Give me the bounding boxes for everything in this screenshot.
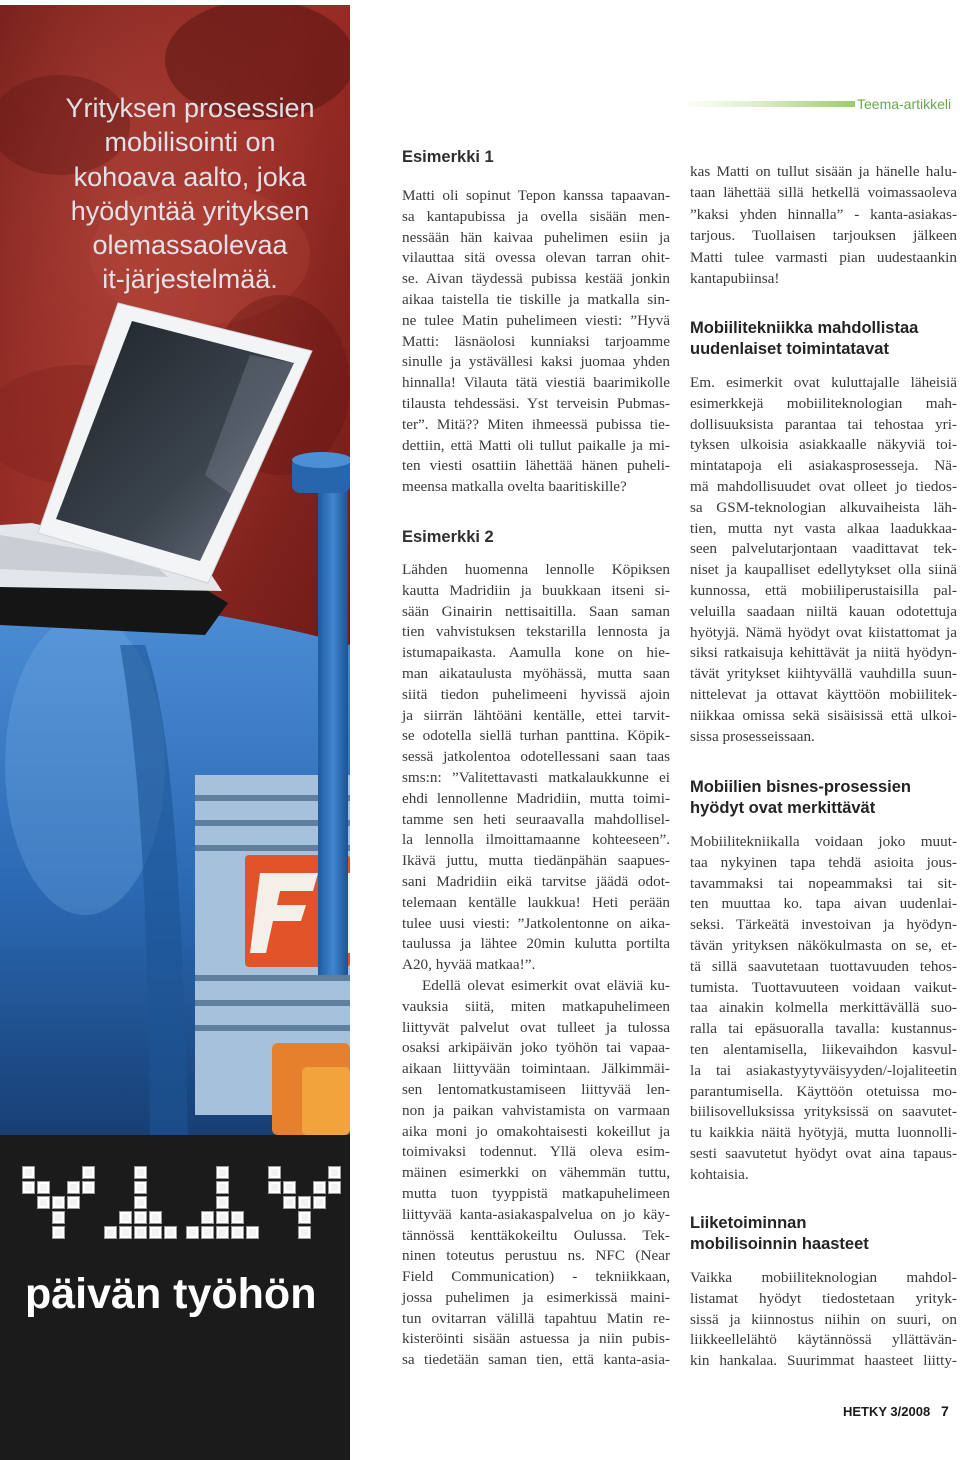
text-line: ralla tai epäsuoralla tavalla: kustannus-	[690, 1020, 957, 1038]
pixel-tile	[22, 1166, 35, 1179]
text-line: kunnossa, että mobiiliperustaisilla pal-	[690, 581, 957, 599]
heading-line: Yrityksen prosessien	[65, 93, 315, 123]
heading-line: hyödyntää yrityksen	[70, 195, 310, 226]
text-line: aikaan liittyvään toimintaan. Jälkimmäi-	[402, 1060, 670, 1078]
text-line: tun ovitarran välillä tapahtuu Matin re-	[402, 1309, 670, 1327]
text-line: ehdi lennollenne Madridiin, mutta toimi-	[402, 789, 670, 807]
paragraph	[690, 161, 957, 289]
text-line: sa kantapubissa ja ovella sisään men-	[402, 207, 670, 225]
pixel-glyph	[104, 1166, 179, 1241]
text-line: taulussa ja lähtee 20min kulutta portilta	[402, 935, 670, 953]
text-line: biilisovelluksissa yrityksissä on saavutet-	[690, 1103, 957, 1121]
pixel-tile	[298, 1226, 311, 1239]
text-line: mutta tuon tyyppistä matkapuhelimeen	[402, 1184, 670, 1202]
example-2-heading	[402, 527, 670, 548]
pixel-tile	[216, 1166, 229, 1179]
text-line: sissä ja kiinnostus niihin on suuri, on	[690, 1310, 957, 1328]
text-line: sesti saavutetut hyödyt ovat aina tapaus-	[690, 1144, 957, 1162]
pixel-tile	[164, 1226, 177, 1239]
pixel-tile	[283, 1196, 296, 1209]
text-line: man aikataulusta myöhässä, mutta saan	[402, 664, 670, 682]
text-line: veluilla saadaan niiltä kauan odotettuja	[690, 602, 957, 620]
grille-slat	[195, 1000, 350, 1006]
text-line: kantapubiinsa!	[690, 269, 780, 287]
text-line: tavammaksi tai nopeammaksi tai sit-	[690, 874, 957, 892]
section-2-heading	[690, 777, 957, 819]
text-line: non ja paikan vahvistamista on varmaan	[402, 1101, 670, 1119]
section-tag: Teema-artikkeli	[857, 96, 952, 112]
text-line: siitä tiedon puhelimeeni hyvissä ajoin	[402, 685, 670, 703]
text-line: Matti: läsnäolosi kunniaksi tarjoamme	[402, 332, 670, 350]
pixel-tile	[313, 1196, 326, 1209]
text-line: ja siirrän lähtöäni kentälle, ettei tarvit-	[402, 706, 670, 724]
text-line: sa GSM-teknologian alkuvaiheista läh-	[690, 498, 957, 516]
paragraph	[402, 186, 670, 498]
text-line: kin hankalaa. Suurimmat haasteet liitty-	[690, 1352, 957, 1370]
text-line: la tai asiakastyytyväisyyden/-lojaliteetin	[690, 1061, 957, 1079]
heading-line: it-järjestelmää.	[102, 264, 278, 295]
text-line: A20, hyvää matkaa!”.	[402, 956, 536, 974]
heading-line: hyödyt ovat merkittävät	[690, 799, 876, 817]
feature-title: päivän työhön	[25, 1270, 317, 1318]
text-line: tien vahvistuksen tekstarilla lennosta ja	[402, 623, 670, 641]
grille-slat	[195, 1025, 350, 1031]
pixel-tile	[231, 1226, 244, 1239]
pixel-tile	[149, 1226, 162, 1239]
text-line: niikkaa omissa sekä sisäisissä että ulkoi-	[690, 706, 957, 724]
text-line: osaksi arkipäivän joko työhön tai vapaa-	[402, 1039, 670, 1057]
pixel-tile	[298, 1196, 311, 1209]
heading-line: uudenlaiset toimintatavat	[690, 340, 889, 358]
text-line: Lähden huomenna lennolle Köpiksen	[402, 561, 670, 578]
text-line: sa tiedetään saman tien, että kanta-asia-	[402, 1351, 670, 1369]
paragraph	[690, 832, 957, 1186]
section-1-heading	[690, 318, 957, 360]
text-line: kisteröinti sisään astuessa ja niin pubis-	[402, 1330, 670, 1348]
canister	[302, 1067, 350, 1135]
text-line: nessään hän kaivaa puhelimen esiin ja	[402, 228, 670, 246]
pixel-tile	[298, 1211, 311, 1224]
pixel-tile	[216, 1196, 229, 1209]
text-line: sään Ginairin nettisaitilla. Saan saman	[402, 602, 670, 620]
section-3-heading	[690, 1213, 957, 1255]
text-line: tyksen ulkoisia asiakkaalle näkyviä toi-	[690, 436, 957, 454]
pixel-tile	[313, 1181, 326, 1194]
pull-quote	[28, 91, 352, 297]
text-line: taan lähettää sillä hetkellä voimassaoleva	[690, 184, 957, 202]
text-line: ten muuttaa ko. tapa aivan uudenlai-	[690, 895, 957, 913]
text-line: kohtaisia.	[690, 1165, 749, 1183]
pixel-tile	[52, 1226, 65, 1239]
pipe-body	[318, 485, 348, 975]
text-line: nittelevat ja ottavat käyttöön mobiilitek-	[690, 685, 957, 703]
text-line: tulee uusi viesti: ”Jatkolentonne on aika-	[402, 914, 670, 932]
text-line: seen palvelutarjontaan vaadittavat tek-	[690, 540, 957, 558]
pixel-tile	[134, 1181, 147, 1194]
example-1-body	[402, 186, 670, 498]
text-line: sissa prosesseissaan.	[690, 727, 815, 745]
text-line: mä mahdollisuudet ovat olleet jo tiedos-	[690, 477, 957, 495]
text-line: mäinen esimerkki on vähemmän tuttu,	[402, 1164, 670, 1182]
text-line: sani Madridiin eikä tarvitse jäädä odot-	[402, 872, 670, 890]
text-line: liikkeellelähtö käytännössä yllättävän-	[690, 1331, 957, 1349]
text-line: liittyvää kanta-asiakaspalvelua on jo käy-	[402, 1205, 670, 1223]
section-tag-band	[683, 101, 855, 107]
pixel-tile	[37, 1196, 50, 1209]
text-line: Matti tulee varmasti pian uudestaankin	[690, 248, 957, 266]
text-line: parantumisella. Käyttöön otetuissa mo-	[690, 1082, 957, 1100]
text-line: liittyvät palvelut ovat tulleet ja tulossa	[402, 1018, 670, 1036]
pixel-glyph	[22, 1166, 97, 1241]
pixel-tile	[67, 1196, 80, 1209]
section-1-body	[690, 373, 957, 747]
text-line: aikaa taistella tie tiskille ja matkalla sin-	[402, 290, 670, 308]
text-line: Matti oli sopinut Tepon kanssa tapaavan-	[402, 187, 670, 204]
text-line: ne tulee Matin puhelimeen viesti: ”Hyvä	[402, 311, 670, 329]
pixel-tile	[268, 1181, 281, 1194]
grille-slat	[195, 975, 350, 981]
text-line: istumapaikasta. Aamulla kone on hie-	[402, 644, 670, 662]
text-line: hinnalla! Vilauta tätä viestiä baarimikolle	[402, 374, 670, 392]
section-3-body	[690, 1268, 957, 1372]
text-line: aika moni jo omakohtaisesti kokeillut ja	[402, 1122, 670, 1140]
text-line: vilauttaa sitä ovessa olevan tarran ohit-	[402, 249, 670, 267]
text-line: tävän yrityksen näkökulmasta on se, et-	[690, 936, 957, 954]
pixel-tile	[52, 1196, 65, 1209]
heading-line: Esimerkki 1	[402, 148, 494, 166]
text-line: tamme sen heti seuraavalla mahdollisel-	[402, 810, 670, 828]
text-line: tu kaikkia näitä hyötyjä, mutta luonnolli-	[690, 1124, 957, 1142]
pixel-tile	[134, 1226, 147, 1239]
pixel-tile	[201, 1226, 214, 1239]
pixel-tile	[22, 1181, 35, 1194]
pixel-glyph	[268, 1166, 343, 1241]
text-line: tävät yritykset kiihtyvällä vauhdilla suun-	[690, 665, 957, 683]
text-line: se odotella siellä turhan panttina. Köpik-	[402, 727, 670, 745]
text-line: seksi. Tärkeätä investoivan ja hyödyn-	[690, 916, 957, 934]
example-2-body	[402, 560, 670, 1371]
text-line: dollisuuksista parantaa tai tehostaa yri-	[690, 415, 957, 433]
text-line: la lennolla ilmoittamaanne kohteeseen”.	[402, 831, 670, 849]
text-line: ninen toteutus perustuu ns. NFC (Near	[402, 1247, 670, 1265]
paragraph	[402, 560, 670, 976]
pixel-tile	[268, 1166, 281, 1179]
pixel-tile	[216, 1181, 229, 1194]
footer-issue: HETKY 3/2008	[843, 1404, 931, 1419]
text-line: ten viesti osattiin lähettää hänen puheli-	[402, 457, 670, 475]
pixel-tile	[119, 1226, 132, 1239]
text-line: mintatapoja eli asiakasprosesseja. Nä-	[690, 457, 957, 475]
text-line: hyötyjä. Nämä hyödyt ovat kiistattomat ja	[690, 623, 957, 641]
text-line: siksi ratkaisuja kehittävät ja niitä hyödyn-	[690, 644, 957, 662]
text-line: esimerkkejä mobiiliteknologian mah-	[690, 394, 957, 412]
text-line: Ikävä juttu, mutta tiedänpähän saapues-	[402, 852, 670, 870]
text-line: Mobiilitekniikalla voidaan joko muut-	[690, 833, 957, 850]
pixel-tile	[134, 1166, 147, 1179]
text-line: sinulle ja ystävällesi kaksi juomaa yhden	[402, 353, 670, 371]
text-line: tumista. Tuottavuuteen voidaan vaikut-	[690, 978, 957, 996]
heading-line: kohoava aalto, joka	[73, 161, 307, 192]
pixel-tile	[328, 1166, 341, 1179]
heading-line: Mobiilitekniikka mahdollistaa	[690, 319, 919, 337]
continued-text	[690, 161, 957, 289]
text-line: listamat hyödyt tiedostetaan yrityk-	[690, 1289, 957, 1307]
text-line: tilausta tehdessäsi. Yst terveisin Pubmas-	[402, 394, 670, 412]
text-line: tarjous. Tuollaisen tarjouksen jälkeen	[690, 227, 957, 245]
text-line: ter”. Mitä?? Miten ihmeessä pubissa tie-	[402, 415, 670, 433]
pixel-tile	[216, 1211, 229, 1224]
heading-line: mobilisoinnin haasteet	[690, 1235, 869, 1253]
text-line: Field Communication) - tekniikkaan,	[402, 1268, 670, 1286]
pixel-tile	[231, 1211, 244, 1224]
text-line: Em. esimerkit ovat kuluttajalle läheisiä	[690, 374, 957, 391]
section-2-body	[690, 832, 957, 1186]
text-line: Edellä olevat esimerkit ovat eläviä ku-	[422, 976, 670, 994]
text-line: se. Aivan täydessä pubissa kestää jonkin	[402, 270, 670, 288]
text-line: ten alentamisella, liikevaihdon kasvul-	[690, 1040, 957, 1058]
text-line: ”kaksi yhden hinnalla” - kanta-asiakas-	[690, 205, 957, 223]
heading-line: mobilisointi on	[104, 127, 276, 158]
text-line: niset ja kaupalliset edellytykset olla siinä	[690, 561, 957, 579]
pixel-tile	[186, 1226, 199, 1239]
text-line: taa ainakin kolmella merkittävällä suo-	[690, 999, 957, 1017]
heading-line: olemassaolevaa	[92, 230, 288, 261]
pipe-cap-top	[292, 452, 350, 468]
pixel-tile	[328, 1181, 341, 1194]
paragraph	[402, 976, 670, 1371]
text-line: sessä jatkolentoa odotellessani saan taas	[402, 748, 670, 766]
text-line: meensa matkalla ovelta baaritiskille?	[402, 478, 627, 496]
pixel-tile	[119, 1211, 132, 1224]
pixel-tile	[283, 1181, 296, 1194]
pixel-tile	[67, 1181, 80, 1194]
pixel-tile	[246, 1226, 259, 1239]
pixel-glyph	[186, 1166, 261, 1241]
pixel-tile	[37, 1181, 50, 1194]
text-line: tien, mutta nyt vasta alkaa laadukkaa-	[690, 519, 957, 537]
text-line: Vaikka mobiiliteknologian mahdol-	[690, 1269, 957, 1286]
text-line: telemaan kentälle laukkua! Heti perään	[402, 893, 670, 911]
pixel-tile	[134, 1196, 147, 1209]
text-line: kas Matti on tullut sisään ja hänelle halu-	[690, 163, 957, 180]
text-line: kautta Madridiin ja buukkaan itseni si-	[402, 581, 670, 599]
text-line: toimivaksi todennut. Yllä oleva esim-	[402, 1143, 670, 1161]
paragraph	[690, 373, 957, 747]
text-line: vauksia siitä, miten matkapuhelimeen	[402, 997, 670, 1015]
text-line: tännössä kenttäkokeiltu Oulussa. Tek-	[402, 1226, 670, 1244]
text-line: tä sillä saavutetaan tuottavuuden tehos-	[690, 957, 957, 975]
heading-line: Esimerkki 2	[402, 528, 494, 546]
text-line: jossa puhelimen ja esimerkissä maini-	[402, 1288, 670, 1306]
heading-line: Liiketoiminnan	[690, 1214, 807, 1232]
pixel-tile	[104, 1226, 117, 1239]
text-line: sms:n: ”Valitettavasti matkalaukkunne ei	[402, 768, 670, 786]
text-line: taa nykyinen tapa tehdä asioita jous-	[690, 853, 957, 871]
text-line: dettiin, että Matti oli tullut paikalle ja mi-	[402, 436, 670, 454]
pixel-lettering	[22, 1166, 344, 1242]
pixel-tile	[82, 1166, 95, 1179]
pixel-tile	[82, 1181, 95, 1194]
example-1-heading	[402, 147, 670, 168]
page-number: 7	[941, 1403, 949, 1419]
pixel-tile	[134, 1211, 147, 1224]
pixel-tile	[216, 1226, 229, 1239]
pixel-tile	[149, 1211, 162, 1224]
heading-line: Mobiilien bisnes-prosessien	[690, 778, 911, 796]
text-line: sen lentomatkustamiseen liittyvää len-	[402, 1080, 670, 1098]
paragraph	[690, 1268, 957, 1372]
pixel-tile	[201, 1211, 214, 1224]
pixel-tile	[52, 1211, 65, 1224]
